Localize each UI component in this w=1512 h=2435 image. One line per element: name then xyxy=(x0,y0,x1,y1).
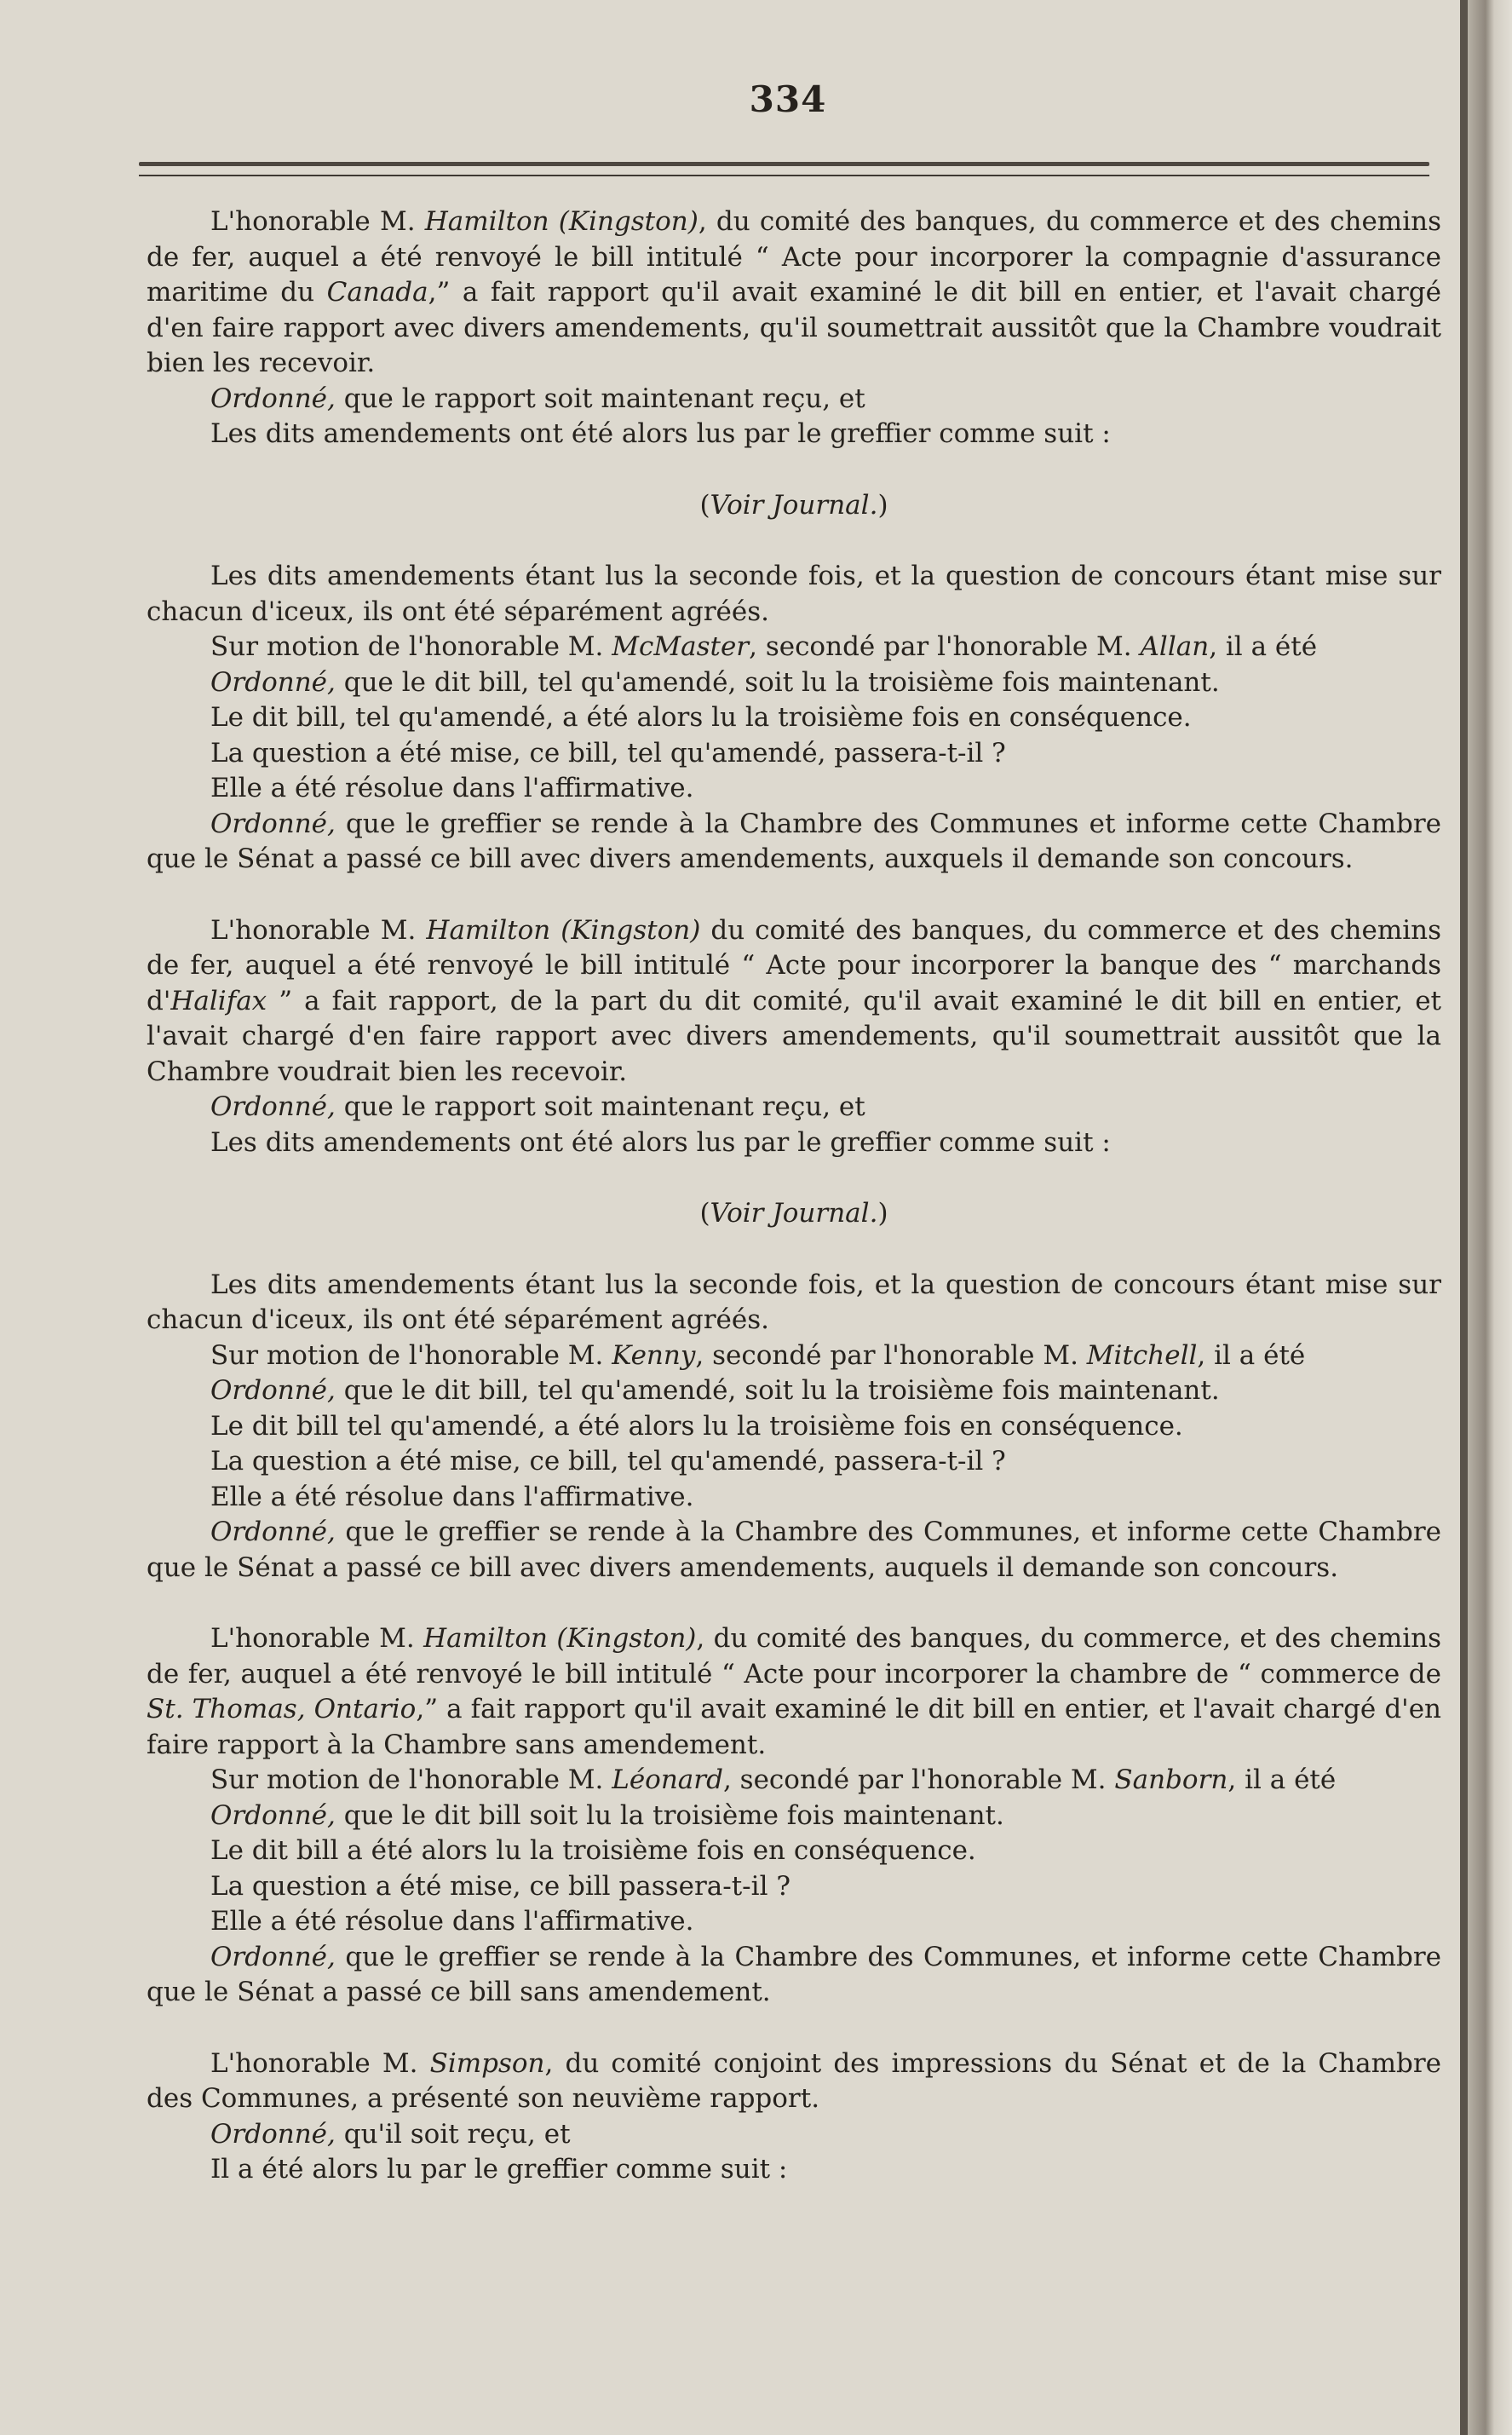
text-run: Il a été alors lu par le greffier comme suit : xyxy=(210,2154,788,2185)
paragraph-gap xyxy=(147,2011,1441,2046)
text-line xyxy=(147,771,1441,807)
text-run: Sur motion de l'honorable M. xyxy=(210,631,612,662)
italic-run: Léonard xyxy=(612,1764,723,1795)
text-line xyxy=(147,1869,1441,1905)
text-line xyxy=(147,1480,1441,1516)
text-run: Le dit bill tel qu'amendé, a été alors lu la troisième fois en conséquence. xyxy=(210,1410,1183,1442)
text-run: , du comité des banques, du commerce et des chemins de fer, auquel a été renvoyé le bill intitulé “ Acte pour incorporer la compagnie d'assurance maritime du xyxy=(147,206,1441,308)
italic-run: Allan xyxy=(1140,631,1210,662)
italic-run: Mitchell xyxy=(1086,1339,1198,1371)
text-run: Les dits amendements ont été alors lus par le greffier comme suit : xyxy=(210,418,1111,449)
text-line xyxy=(147,1799,1441,1834)
text-line xyxy=(147,1373,1441,1409)
text-run: L'honorable M. xyxy=(210,1623,424,1654)
text-line xyxy=(147,2152,1441,2188)
text-run: L'honorable M. xyxy=(210,914,427,946)
italic-run: Ordonné, xyxy=(210,1941,336,1972)
paragraph-gap xyxy=(147,452,1441,488)
text-run: que le greffier se rende à la Chambre des Communes, et informe cette Chambre que le Sénat a passé ce bill sans amendement. xyxy=(147,1941,1441,2007)
text-run: , il a été xyxy=(1227,1764,1337,1795)
paragraph xyxy=(147,2046,1441,2117)
text-line xyxy=(147,382,1441,417)
centered-note xyxy=(147,1196,1441,1232)
text-line xyxy=(147,1090,1441,1125)
text-run: , secondé par l'honorable M. xyxy=(749,631,1141,662)
text-run: ,” a fait rapport qu'il avait examiné le dit bill en entier, et l'avait chargé d'en faire rapport avec divers amendements, qu'il soumettrait aussitôt que la Chambre voudrait bien les recevoir. xyxy=(147,277,1441,378)
text-line xyxy=(147,1338,1441,1374)
italic-run: Halifax xyxy=(170,985,267,1016)
text-run: que le dit bill soit lu la troisième fois maintenant. xyxy=(335,1799,1004,1831)
header-rule-thin xyxy=(139,175,1429,176)
italic-run: Ordonné, xyxy=(210,808,336,839)
italic-run: Sanborn xyxy=(1114,1764,1228,1795)
text-run: , secondé par l'honorable M. xyxy=(722,1764,1115,1795)
text-run: La question a été mise, ce bill, tel qu'amendé, passera-t-il ? xyxy=(210,1446,1006,1477)
italic-run: McMaster xyxy=(612,631,750,662)
text-run: ) xyxy=(877,1198,888,1229)
text-run: , du comité conjoint des impressions du Sénat et de la Chambre des Communes, a présenté son neuvième rapport. xyxy=(147,2047,1441,2114)
paragraph-gap xyxy=(147,878,1441,913)
italic-run: Voir Journal. xyxy=(710,1198,878,1229)
italic-run: Simpson xyxy=(429,2047,545,2079)
paragraph xyxy=(147,1940,1441,2011)
italic-run: Canada xyxy=(326,277,428,308)
text-line xyxy=(147,1444,1441,1480)
text-run: , il a été xyxy=(1197,1339,1306,1371)
text-run: L'honorable M. xyxy=(210,2047,430,2079)
paragraph-gap xyxy=(147,523,1441,559)
paragraph xyxy=(147,1268,1441,1338)
text-run: , il a été xyxy=(1209,631,1318,662)
text-run: Sur motion de l'honorable M. xyxy=(210,1764,612,1795)
italic-run: Ordonné, xyxy=(210,666,336,698)
text-line xyxy=(147,665,1441,701)
italic-run: Ordonné, xyxy=(210,383,336,414)
text-line xyxy=(147,2117,1441,2153)
italic-run: Ordonné, xyxy=(210,1091,336,1122)
text-run: que le greffier se rende à la Chambre des Communes, et informe cette Chambre que le Sénat a passé ce bill avec divers amendements, auquels il demande son concours. xyxy=(147,1517,1441,1583)
text-run: Sur motion de l'honorable M. xyxy=(210,1339,612,1371)
italic-run: Hamilton (Kingston) xyxy=(426,914,701,946)
header-rule xyxy=(139,162,1429,166)
text-run: La question a été mise, ce bill, tel qu'amendé, passera-t-il ? xyxy=(210,737,1006,768)
text-line xyxy=(147,700,1441,736)
text-run: qu'il soit reçu, et xyxy=(335,2118,571,2150)
text-run: ( xyxy=(699,489,710,521)
text-run: Elle a été résolue dans l'affirmative. xyxy=(210,773,694,803)
text-run: que le dit bill, tel qu'amendé, soit lu la troisième fois maintenant. xyxy=(335,666,1220,698)
italic-run: Hamilton (Kingston) xyxy=(423,1623,697,1654)
text-line xyxy=(147,736,1441,772)
text-run: , secondé par l'honorable M. xyxy=(695,1339,1087,1371)
text-run: Elle a été résolue dans l'affirmative. xyxy=(210,1906,694,1937)
text-run: , du comité des banques, du commerce, et des chemins de fer, auquel a été renvoyé le bill intitulé “ Acte pour incorporer la chambre de “ commerce de xyxy=(147,1623,1442,1690)
paragraph xyxy=(147,204,1441,382)
text-line xyxy=(147,1904,1441,1940)
text-run: La question a été mise, ce bill passera-t-il ? xyxy=(210,1870,790,1902)
text-line xyxy=(147,417,1441,452)
page-number: 334 xyxy=(749,78,827,120)
paragraph xyxy=(147,559,1441,630)
italic-run: Ordonné, xyxy=(210,2118,336,2150)
text-run: du comité des banques, du commerce et des chemins de fer, auquel a été renvoyé le bill intitulé “ Acte pour incorporer la banque des “ marchands d' xyxy=(147,914,1442,1016)
text-run: ( xyxy=(699,1198,710,1229)
text-run: Elle a été résolue dans l'affirmative. xyxy=(210,1481,694,1512)
italic-run: Ordonné, xyxy=(210,1375,336,1406)
centered-note xyxy=(147,488,1441,524)
text-run: L'honorable M. xyxy=(210,206,425,237)
italic-run: Kenny xyxy=(612,1339,696,1371)
text-line xyxy=(147,1833,1441,1869)
italic-run: Hamilton (Kingston) xyxy=(424,206,699,237)
paragraph xyxy=(147,1515,1441,1586)
text-run: que le greffier se rende à la Chambre des Communes et informe cette Chambre que le Sénat a passé ce bill avec divers amendements, auxquels il demande son concours. xyxy=(147,808,1441,874)
italic-run: Ordonné, xyxy=(210,1799,336,1831)
text-run: ” a fait rapport, de la part du dit comité, qu'il avait examiné le dit bill en entier, et l'avait chargé d'en faire rapport avec divers amendements, qu'il soumettrait aussitôt que la Chambre voudrait bien les recevoir. xyxy=(147,985,1441,1087)
text-run: Le dit bill, tel qu'amendé, a été alors lu la troisième fois en conséquence. xyxy=(210,702,1192,733)
text-run: que le dit bill, tel qu'amendé, soit lu la troisième fois maintenant. xyxy=(335,1375,1220,1406)
text-run: que le rapport soit maintenant reçu, et xyxy=(335,1091,865,1122)
text-run: Les dits amendements ont été alors lus par le greffier comme suit : xyxy=(210,1126,1111,1158)
paragraph xyxy=(147,913,1441,1091)
italic-run: Voir Journal. xyxy=(710,489,878,521)
paragraph-gap xyxy=(147,1160,1441,1196)
text-line xyxy=(147,630,1441,665)
paragraph-gap xyxy=(147,1232,1441,1268)
italic-run: Ordonné, xyxy=(210,1517,336,1547)
text-run: Les dits amendements étant lus la seconde fois, et la question de concours étant mise sur chacun d'iceux, ils ont été séparément agréés. xyxy=(147,561,1441,627)
text-run: Le dit bill a été alors lu la troisième fois en conséquence. xyxy=(210,1835,976,1866)
italic-run: St. Thomas, Ontario xyxy=(147,1694,417,1724)
text-run: ,” a fait rapport qu'il avait examiné le dit bill en entier, et l'avait chargé d'en faire rapport à la Chambre sans amendement. xyxy=(147,1694,1442,1760)
paragraph xyxy=(147,1621,1441,1763)
text-line xyxy=(147,1763,1441,1799)
text-run: ) xyxy=(877,489,888,521)
text-line xyxy=(147,1409,1441,1445)
text-run: Les dits amendements étant lus la seconde fois, et la question de concours étant mise sur chacun d'iceux, ils ont été séparément agréés. xyxy=(147,1269,1441,1335)
paragraph-gap xyxy=(147,1586,1441,1621)
text-line xyxy=(147,1125,1441,1161)
text-run: que le rapport soit maintenant reçu, et xyxy=(335,383,865,414)
body-text xyxy=(147,204,1441,2188)
facing-page-edge xyxy=(1468,0,1512,2435)
binding-shadow xyxy=(1460,0,1468,2435)
paragraph xyxy=(147,807,1441,878)
